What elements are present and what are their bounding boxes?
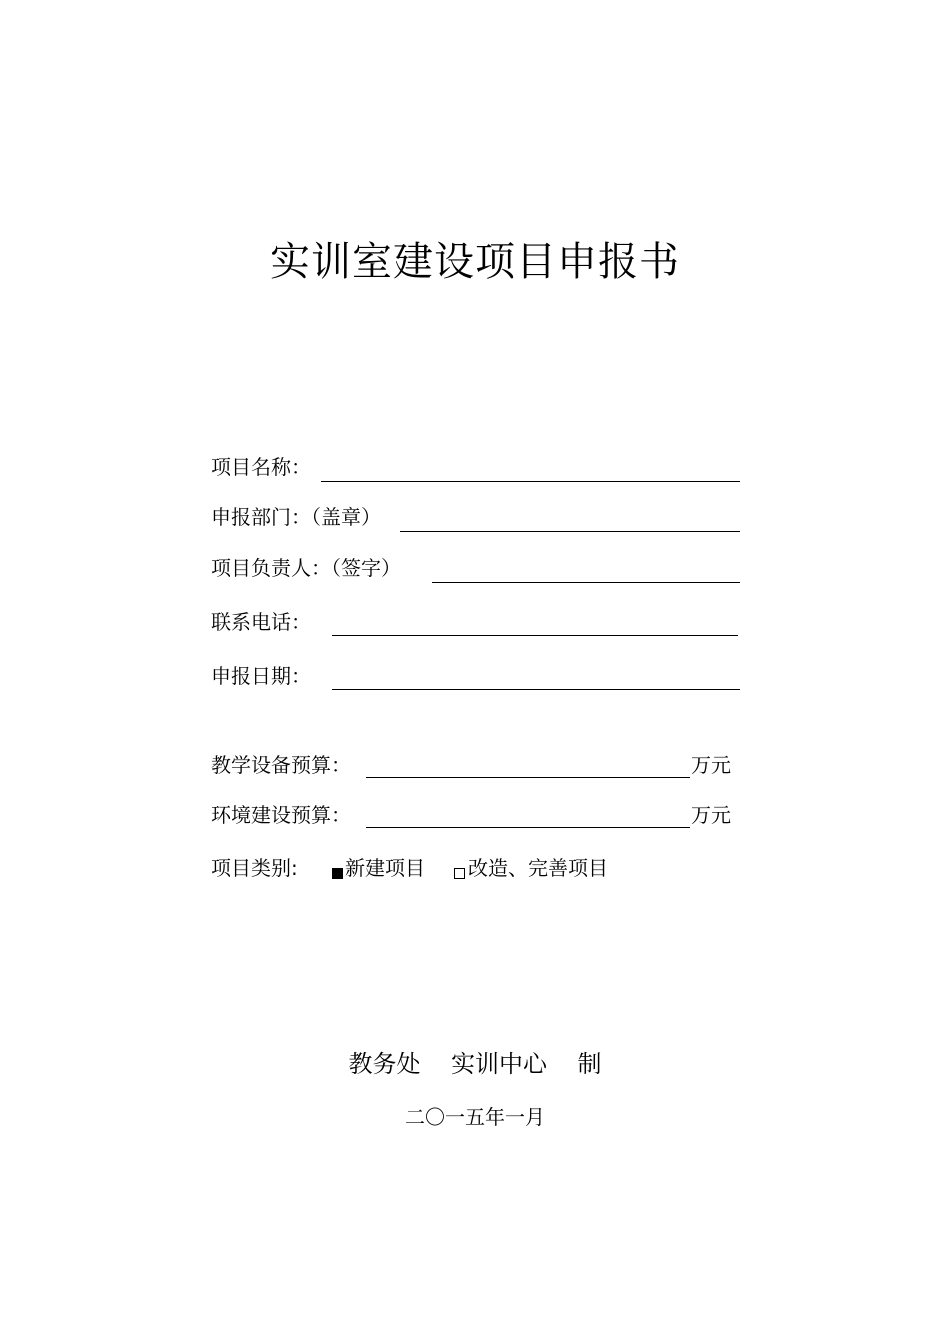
date-label: 申报日期： xyxy=(211,664,311,688)
leader-line[interactable] xyxy=(432,582,740,583)
department-label: 申报部门：（盖章） xyxy=(211,505,381,529)
equipment-budget-label: 教学设备预算： xyxy=(211,753,351,777)
phone-line[interactable] xyxy=(332,635,738,636)
issuer-text: 教务处 实训中心 制 xyxy=(348,1050,602,1078)
renovation-project-option-label: 改造、完善项目 xyxy=(468,856,608,880)
issue-date: 二〇一五年一月 xyxy=(405,1105,545,1129)
equipment-budget-line[interactable] xyxy=(366,777,690,778)
environment-budget-label: 环境建设预算： xyxy=(211,803,351,827)
equipment-budget-unit: 万元 xyxy=(691,753,731,777)
environment-budget-line[interactable] xyxy=(366,827,690,828)
project-name-label: 项目名称： xyxy=(211,455,311,479)
environment-budget-unit: 万元 xyxy=(691,803,731,827)
renovation-project-checkbox[interactable] xyxy=(454,868,465,879)
phone-label: 联系电话： xyxy=(211,610,311,634)
date-line[interactable] xyxy=(332,689,740,690)
project-name-line[interactable] xyxy=(321,481,740,482)
department-line[interactable] xyxy=(400,531,740,532)
new-project-checkbox[interactable] xyxy=(332,868,343,879)
page-title: 实训室建设项目申报书 xyxy=(270,239,680,285)
category-label: 项目类别: xyxy=(211,856,298,880)
new-project-option-label: 新建项目 xyxy=(345,856,425,880)
leader-label: 项目负责人：（签字） xyxy=(211,556,401,580)
